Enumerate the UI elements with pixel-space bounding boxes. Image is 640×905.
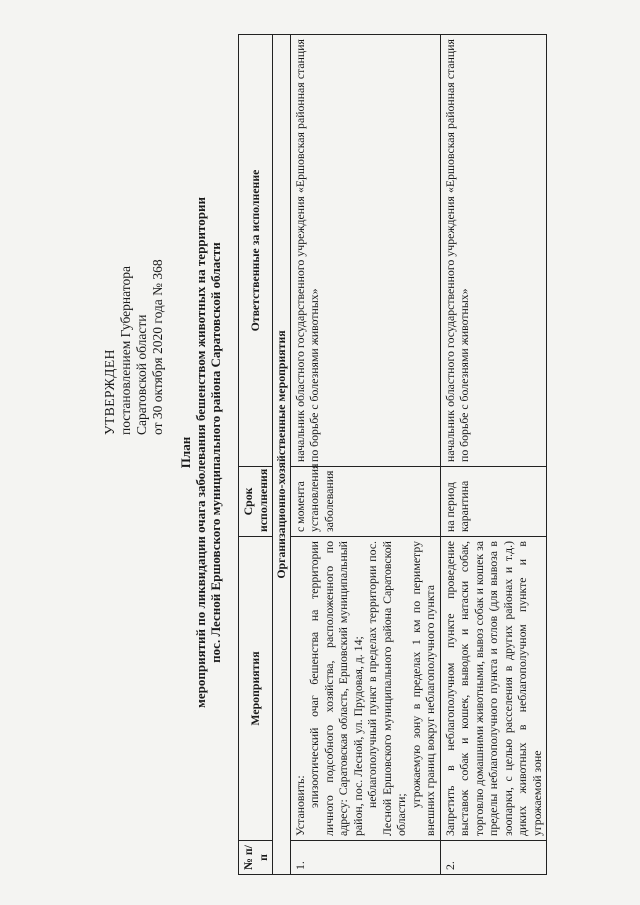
header-responsible: Ответственные за исполнение: [239, 35, 273, 467]
section-title: Организационно-хозяйственные мероприятия: [273, 35, 291, 875]
title-line-1: мероприятий по ликвидации очага заболевания бешенством животных на территории: [193, 197, 208, 708]
action-paragraph: эпизоотический очаг бешенства на территории личного подсобного хозяйства, расположенного по адресу: Саратовская область, Ершовский муниципальный район, пос. Лесной, ул. Прудовая, д. 14;: [307, 541, 365, 836]
table-header-row: [239, 35, 273, 875]
section-row: [273, 35, 291, 875]
action-head: Установить:: [292, 775, 307, 836]
action-paragraph: Запретить в неблагополучном пункте проведение выставок собак и кошек, выводок и натаски собак, торговлю домашними животными, вывоз собак и кошек за пределы неблагополучного пункта и отлов (для вывоза в зоопарки, с целью расселения в других районах и т.д.) диких животных в неблагополучном пункте и в угрожаемой зоне: [442, 541, 544, 836]
row-num: 1.: [290, 841, 440, 875]
approval-line-3: от 30 октября 2020 года № 368: [150, 259, 165, 435]
plan-table: [238, 34, 547, 875]
title-word: План: [178, 436, 193, 469]
approval-line-2: Саратовской области: [134, 314, 149, 435]
action-paragraph: угрожаемую зону в пределах 1 км по периметру внешних границ вокруг неблагополучного пункта: [408, 541, 437, 836]
row-responsible: начальник областного государственного учреждения «Ершовская районная станция по борьбе с болезнями животных»: [440, 35, 547, 467]
row-action: [290, 537, 440, 841]
approval-block: [102, 259, 166, 435]
row-action: [440, 537, 547, 841]
document-title: [178, 0, 223, 905]
header-term: Срок исполнения: [239, 467, 273, 537]
row-responsible: начальник областного государственного учреждения «Ершовская районная станция по борьбе с болезнями животных»: [290, 35, 440, 467]
table-row: [290, 35, 440, 875]
approval-stamp: УТВЕРЖДЕН: [102, 349, 117, 435]
table-row: [440, 35, 547, 875]
row-term: с момента установления заболевания: [290, 467, 440, 537]
approval-line-1: постановлением Губернатора: [118, 266, 133, 435]
header-num: № п/п: [239, 841, 273, 875]
row-term: на период карантина: [440, 467, 547, 537]
title-line-2: пос. Лесной Ершовского муниципального района Саратовской области: [208, 242, 223, 663]
row-num: 2.: [440, 841, 547, 875]
action-paragraph: неблагополучный пункт в пределах территории пос. Лесной Ершовского муниципального района Саратовской области;: [365, 541, 408, 836]
header-action: Мероприятия: [239, 537, 273, 841]
